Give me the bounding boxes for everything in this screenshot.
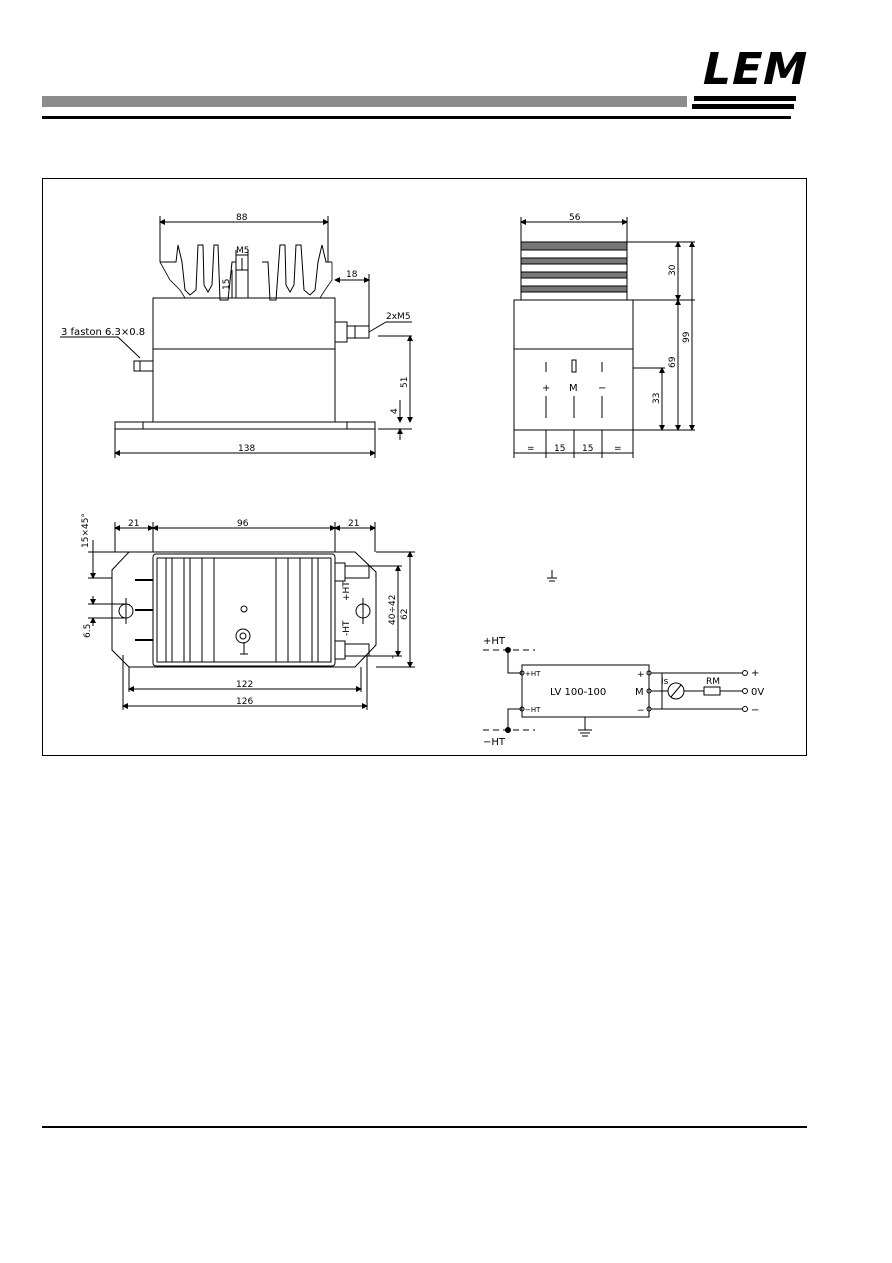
sch-minus-ht: −HT: [483, 737, 506, 748]
sch-is-label: Is: [661, 677, 669, 687]
ground-icon-top: [240, 642, 248, 654]
dim-33: 33: [652, 392, 662, 404]
dim-30: 30: [668, 264, 678, 276]
dim-15: 15: [222, 278, 232, 290]
side-pin-minus: −: [598, 383, 607, 394]
dim-15-b: 15: [582, 444, 594, 454]
dim-m5: M5: [236, 246, 250, 256]
sch-out-plus: +: [751, 668, 760, 679]
label-faston: 3 faston 6.3×0.8: [61, 327, 146, 338]
top-label-minus: -: [388, 655, 398, 659]
dim-21-right: 21: [348, 519, 360, 529]
logo-text: LEM: [697, 44, 814, 95]
top-label-minus-ht: -HT: [342, 620, 352, 636]
ground-symbol: [547, 570, 557, 581]
dim-18: 18: [346, 270, 358, 280]
sch-pin-m: M: [635, 687, 644, 698]
dim-56: 56: [569, 213, 581, 223]
sch-out-0v: 0V: [751, 687, 765, 698]
sch-device-label: LV 100-100: [550, 687, 607, 698]
label-2xm5: 2xM5: [386, 312, 411, 322]
top-label-plus-ht: +HT: [342, 581, 352, 601]
dim-4: 4: [390, 408, 400, 414]
sch-plus-ht: +HT: [483, 636, 506, 647]
dim-88: 88: [236, 213, 248, 223]
dim-51: 51: [400, 376, 410, 388]
dim-eq-right: =: [614, 444, 622, 454]
dim-126: 126: [236, 697, 254, 707]
dim-138: 138: [238, 444, 256, 454]
dim-15-a: 15: [554, 444, 566, 454]
dim-69: 69: [668, 356, 678, 368]
dim-6-5: 6.5: [83, 623, 93, 638]
sch-out-minus: −: [751, 705, 760, 716]
sch-pin-minus: −: [637, 706, 645, 716]
schematic: [483, 648, 748, 737]
sch-pin-minus-ht: −HT: [525, 706, 541, 714]
dim-21-left: 21: [128, 519, 140, 529]
dim-chamfer: 15×45°: [81, 513, 91, 548]
footer-line: [42, 1126, 807, 1128]
sch-pin-plus: +: [637, 670, 645, 680]
side-pin-m: M: [569, 383, 578, 394]
dim-122: 122: [236, 680, 254, 690]
dim-62: 62: [400, 608, 410, 620]
sch-rm-label: RM: [706, 677, 721, 687]
dim-eq-left: =: [527, 444, 535, 454]
side-pin-plus: +: [542, 383, 551, 394]
dim-99: 99: [682, 331, 692, 343]
dim-96: 96: [237, 519, 249, 529]
sch-pin-plus-ht: +HT: [525, 670, 541, 678]
dim-40-42: 40÷42: [388, 594, 398, 625]
side-view: [514, 217, 695, 458]
